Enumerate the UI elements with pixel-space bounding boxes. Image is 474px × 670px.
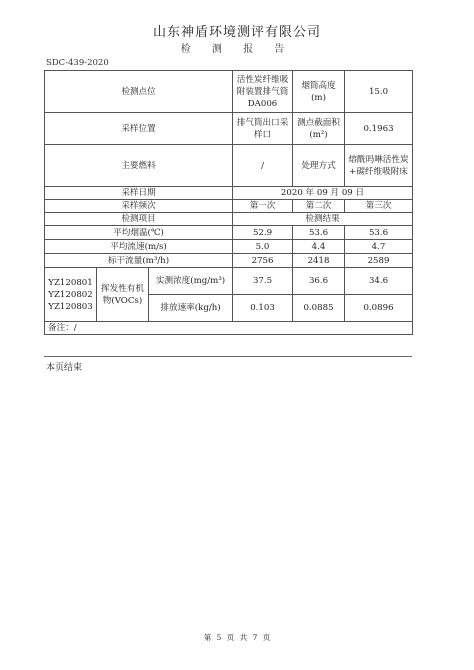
dry-flow-3: 2589 [345, 254, 413, 268]
table-row [45, 213, 413, 226]
table-row [45, 71, 413, 113]
label-main-fuel: 主要燃料 [45, 145, 233, 187]
value-test-point: 活性炭纤维吸附装置排气筒DA006 [233, 71, 293, 113]
value-stack-height: 15.0 [345, 71, 413, 113]
report-subtitle: 检 测 报 告 [180, 44, 294, 55]
table-row [45, 145, 413, 187]
label-concentration: 实测浓度(mg/m³) [149, 268, 233, 295]
table-row [45, 322, 413, 335]
frequency-1: 第一次 [233, 200, 293, 213]
label-emission-rate: 排放速率(kg/h) [149, 295, 233, 322]
avg-temp-2: 53.6 [293, 226, 345, 240]
sample-id: YZ120802 [48, 289, 93, 300]
value-treatment: 熔酰吗啉活性炭+碳纤维吸附床 [345, 145, 413, 187]
value-sampling-date: 2020 年 09 月 09 日 [233, 187, 413, 200]
table-row [45, 113, 413, 145]
concentration-2: 36.6 [293, 268, 345, 295]
table-row [45, 226, 413, 240]
dry-flow-2: 2418 [293, 254, 345, 268]
label-avg-temp: 平均烟温(℃) [45, 226, 233, 240]
table-row [45, 240, 413, 254]
table-row [45, 200, 413, 213]
rate-1: 0.103 [233, 295, 293, 322]
avg-velocity-3: 4.7 [345, 240, 413, 254]
avg-velocity-2: 4.4 [293, 240, 345, 254]
sample-id: YZ120801 [48, 277, 93, 288]
company-name: 山东神盾环境测评有限公司 [152, 25, 321, 40]
label-pollutant: 挥发性有机物(VOCs) [97, 268, 149, 322]
table-row [45, 254, 413, 268]
label-cross-section: 测点截面积(m²) [293, 113, 345, 145]
frequency-2: 第二次 [293, 200, 345, 213]
label-dry-flow: 标干流量(m³/h) [45, 254, 233, 268]
value-sampling-position: 排气筒出口采样口 [233, 113, 293, 145]
avg-velocity-1: 5.0 [233, 240, 293, 254]
report-number: SDC-439-2020 [46, 58, 109, 68]
rate-2: 0.0885 [293, 295, 345, 322]
table-row [45, 268, 413, 295]
remark: 备注：/ [45, 322, 413, 335]
sample-id: YZ120803 [48, 301, 93, 312]
frequency-3: 第三次 [345, 200, 413, 213]
label-stack-height: 烟筒高度(m) [293, 71, 345, 113]
label-test-item: 检测项目 [45, 213, 233, 226]
test-result-table [44, 70, 413, 335]
divider [44, 356, 412, 357]
label-sampling-position: 采样位置 [45, 113, 233, 145]
label-test-result: 检测结果 [233, 213, 413, 226]
avg-temp-1: 52.9 [233, 226, 293, 240]
sample-id-cell [45, 268, 97, 322]
value-cross-section: 0.1963 [345, 113, 413, 145]
dry-flow-1: 2756 [233, 254, 293, 268]
value-main-fuel: / [233, 145, 293, 187]
concentration-3: 34.6 [345, 268, 413, 295]
page-end-note: 本页结束 [46, 363, 83, 373]
label-avg-velocity: 平均流速(m/s) [45, 240, 233, 254]
concentration-1: 37.5 [233, 268, 293, 295]
rate-3: 0.0896 [345, 295, 413, 322]
label-treatment: 处理方式 [293, 145, 345, 187]
label-sampling-date: 采样日期 [45, 187, 233, 200]
page-number: 第 5 页 共 7 页 [203, 633, 271, 642]
table-row [45, 187, 413, 200]
avg-temp-3: 53.6 [345, 226, 413, 240]
label-test-point: 检测点位 [45, 71, 233, 113]
label-frequency: 采样频次 [45, 200, 233, 213]
